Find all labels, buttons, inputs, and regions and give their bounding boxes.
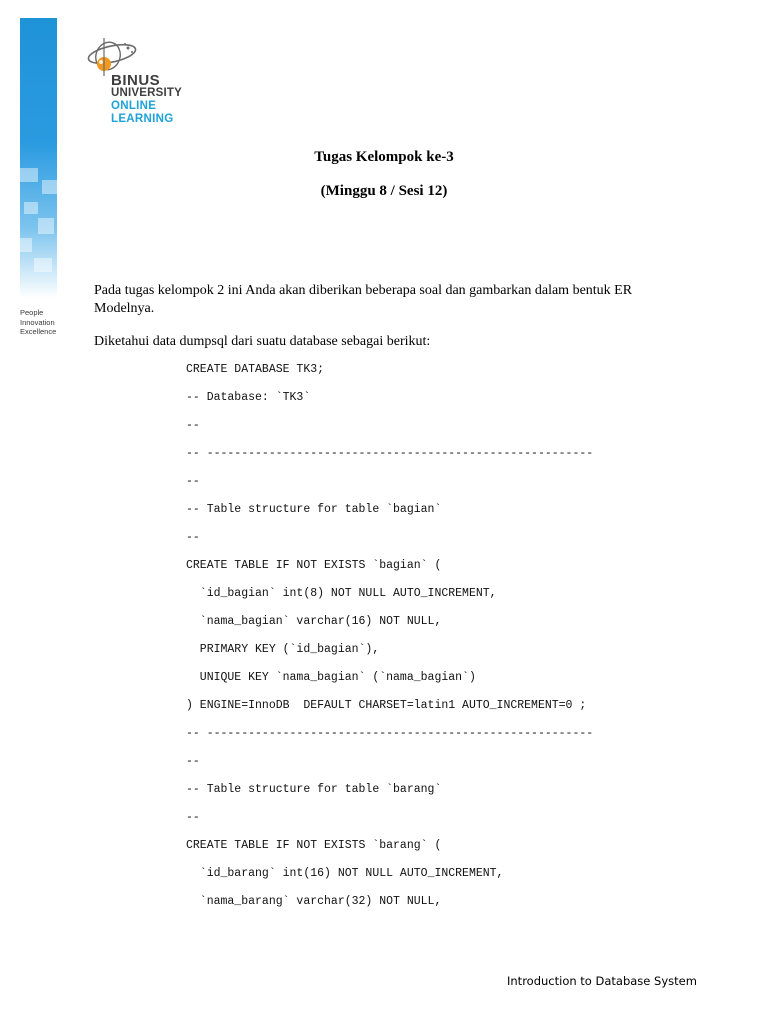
strip-pattern-block — [20, 238, 32, 252]
tagline-line: People — [20, 308, 44, 317]
code-line: -- — [186, 755, 200, 768]
strip-pattern-block — [20, 168, 38, 182]
code-line: `nama_barang` varchar(32) NOT NULL, — [186, 895, 442, 908]
lead-paragraph: Diketahui data dumpsql dari suatu database sebagai berikut: — [94, 334, 431, 349]
brand-tagline — [20, 308, 80, 337]
code-line: CREATE TABLE IF NOT EXISTS `bagian` ( — [186, 559, 442, 572]
intro-paragraph: Pada tugas kelompok 2 ini Anda akan diberikan beberapa soal dan gambarkan dalam bentuk ER Modelnya. — [94, 283, 633, 316]
code-line: ) ENGINE=InnoDB DEFAULT CHARSET=latin1 AUTO_INCREMENT=0 ; — [186, 699, 587, 712]
code-line: -- — [186, 475, 200, 488]
logo-wordmark — [111, 74, 182, 126]
code-line: -- -------------------------------------------------------- — [186, 447, 594, 460]
code-line: -- — [186, 531, 200, 544]
code-line: -- — [186, 419, 200, 432]
document-subtitle: (Minggu 8 / Sesi 12) — [320, 183, 448, 199]
code-line: -- — [186, 811, 200, 824]
code-line: CREATE DATABASE TK3; — [186, 363, 325, 376]
code-line: -- -------------------------------------------------------- — [186, 727, 594, 740]
sql-code-block — [186, 360, 593, 920]
code-line: `id_barang` int(16) NOT NULL AUTO_INCREMENT, — [186, 867, 504, 880]
code-line: -- Database: `TK3` — [186, 391, 311, 404]
page-footer: Introduction to Database System — [507, 974, 697, 988]
document-title: Tugas Kelompok ke-3 — [314, 149, 454, 165]
code-line: PRIMARY KEY (`id_bagian`), — [186, 643, 380, 656]
tagline-line: Excellence — [20, 327, 57, 336]
code-line: `nama_bagian` varchar(16) NOT NULL, — [186, 615, 442, 628]
strip-pattern-block — [34, 258, 52, 272]
tagline-line: Innovation — [20, 317, 55, 327]
strip-pattern-block — [24, 202, 38, 214]
code-line: UNIQUE KEY `nama_bagian` (`nama_bagian`) — [186, 671, 476, 684]
code-line: -- Table structure for table `barang` — [186, 783, 442, 796]
logo-line: BINUS — [111, 72, 161, 89]
code-line: CREATE TABLE IF NOT EXISTS `barang` ( — [186, 839, 442, 852]
logo-line: ONLINE — [111, 100, 157, 112]
strip-pattern-block — [38, 218, 54, 234]
code-line: `id_bagian` int(8) NOT NULL AUTO_INCREMENT, — [186, 587, 497, 600]
logo-line: LEARNING — [111, 113, 174, 125]
code-line: -- Table structure for table `bagian` — [186, 503, 442, 516]
logo-line: UNIVERSITY — [111, 87, 183, 99]
